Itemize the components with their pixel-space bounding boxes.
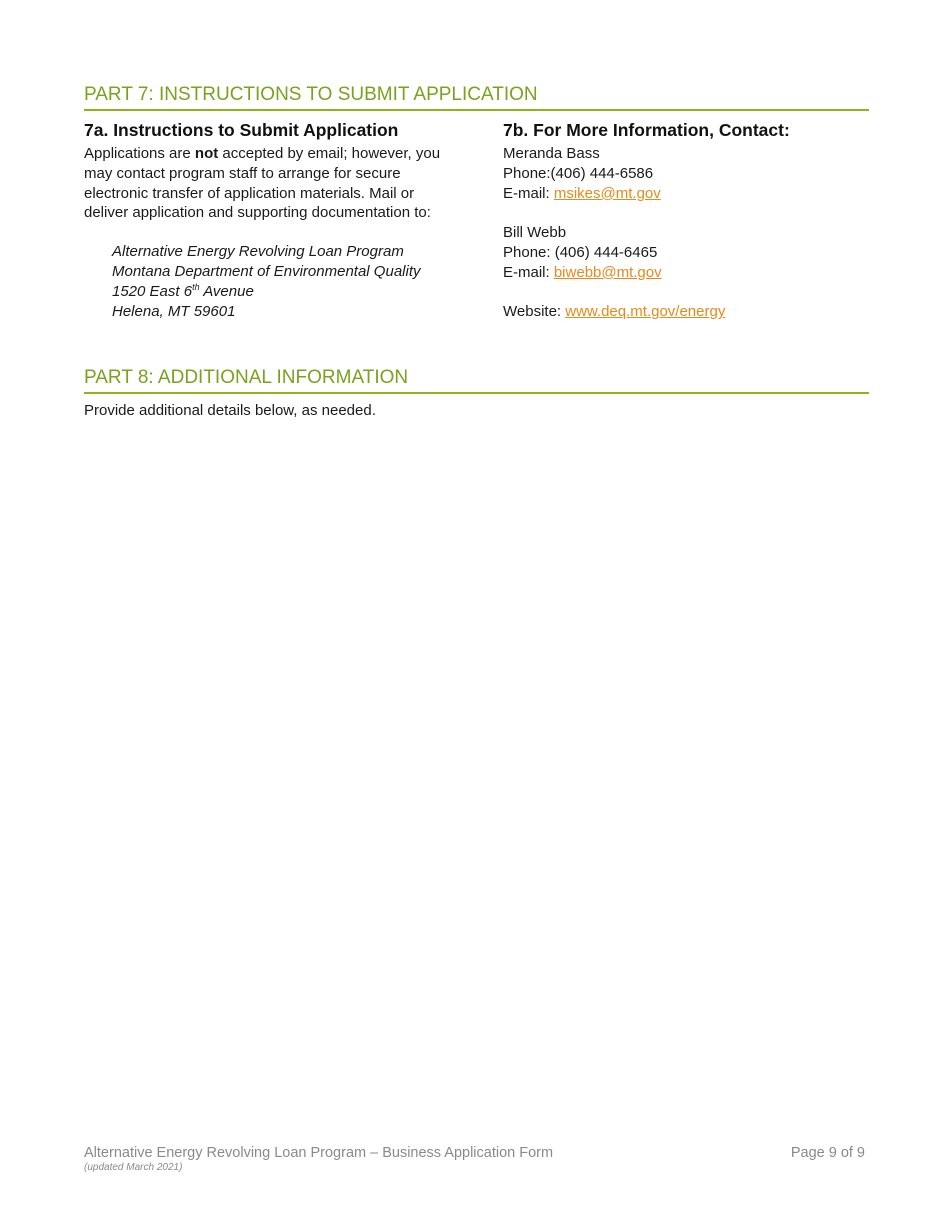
contact1-email-link[interactable]: msikes@mt.gov: [553, 184, 661, 202]
contact2-name: Bill Webb: [503, 224, 567, 242]
section-heading-part8: PART 8: ADDITIONAL INFORMATION: [84, 367, 869, 394]
instructions-text-3: however, you may contact program staff to arrange for secure electronic transfer of application materials. Mail or deliver application and supporting documentation to:: [84, 145, 441, 222]
contact2-phone: Phone: (406) 444-6465: [503, 243, 658, 261]
instructions-bold-not: not: [194, 145, 219, 162]
address-avenue: Avenue: [199, 282, 254, 300]
footer-updated: (updated March 2021): [84, 1162, 183, 1173]
address-line-4: Helena, MT 59601: [112, 302, 236, 320]
address-street: 1520 East 6: [112, 282, 193, 300]
website-row: [503, 302, 863, 322]
contact1-email-row: [503, 184, 863, 204]
instructions-text-1: Applications are: [84, 145, 195, 162]
contact2-email-link[interactable]: biwebb@mt.gov: [553, 263, 662, 281]
website-label: Website:: [503, 303, 566, 321]
footer-page-number: Page 9 of 9: [790, 1145, 865, 1161]
contact-column: [503, 120, 863, 322]
instructions-semicolon: ;: [343, 145, 348, 162]
contact1-email-label: E-mail:: [503, 184, 554, 202]
additional-info-text: Provide additional details below, as needed.: [84, 402, 376, 419]
instructions-paragraph: [84, 144, 454, 223]
section-heading-part7: PART 7: INSTRUCTIONS TO SUBMIT APPLICATION: [84, 84, 869, 111]
contact2-email-row: [503, 263, 863, 283]
address-line-2: Montana Department of Environmental Quality: [112, 262, 421, 280]
instructions-text-2: accepted by email: [218, 145, 344, 162]
spacer: [503, 203, 863, 223]
contact-title: 7b. For More Information, Contact:: [503, 120, 790, 140]
contact1-phone: Phone:(406) 444-6586: [503, 164, 654, 182]
instructions-title: 7a. Instructions to Submit Application: [84, 120, 399, 140]
instructions-column: [84, 120, 454, 321]
website-link[interactable]: www.deq.mt.gov/energy: [565, 303, 726, 321]
mailing-address: [112, 242, 454, 321]
footer-title: Alternative Energy Revolving Loan Program – Business Application Form: [84, 1145, 554, 1161]
contact1-name: Meranda Bass: [503, 145, 600, 162]
contact2-email-label: E-mail:: [503, 263, 554, 281]
address-ordinal: th: [192, 281, 200, 292]
spacer: [503, 283, 863, 303]
address-line-1: Alternative Energy Revolving Loan Program: [112, 243, 404, 261]
address-line-3: [112, 282, 454, 302]
